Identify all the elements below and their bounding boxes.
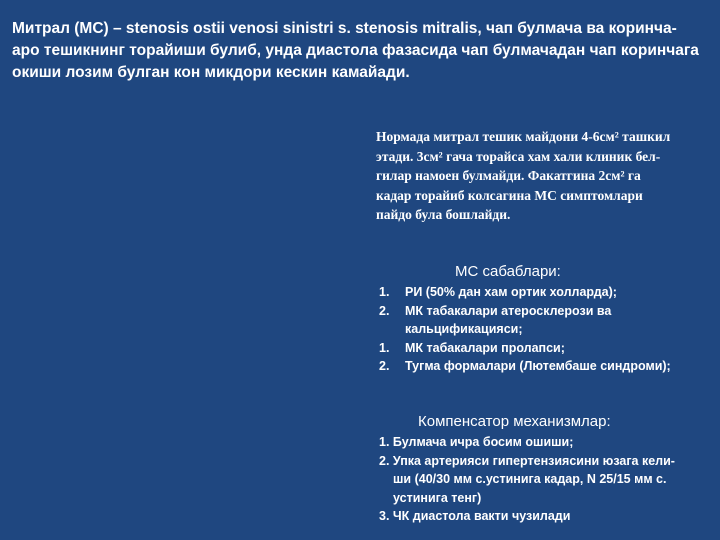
list-item: 3. ЧК диастола вакти чузилади <box>379 509 571 523</box>
norm-line: кадар торайиб колсагина МС симптомлари <box>376 187 643 203</box>
list-item: 1. Булмача ичра босим ошиши; <box>379 435 574 449</box>
item-text: РИ (50% дан хам ортик холларда); <box>405 285 617 299</box>
item-number: 2. <box>379 303 390 318</box>
intro-line: аро тешикнинг торайиши булиб, унда диастола фазасида чап булмачадан чап коринчага <box>12 42 699 59</box>
list-item <box>379 302 671 321</box>
list-item-continuation: устинига тенг) <box>393 490 482 505</box>
list-item-continuation: ши (40/30 мм с.устинига кадар, N 25/15 мм с. <box>393 472 667 486</box>
item-number: 1. <box>379 340 390 355</box>
item-text: Тугма формалари (Лютембаше синдроми); <box>405 359 671 373</box>
compensation-heading: Компенсатор механизмлар: <box>418 413 611 430</box>
norm-line: гилар намоен булмайди. Факатгина 2см² га <box>376 168 641 183</box>
intro-paragraph <box>12 18 712 84</box>
item-text: МК табакалари пролапси; <box>405 340 565 355</box>
item-text: кальцификацияси; <box>405 322 523 336</box>
list-item <box>379 357 671 376</box>
list-item-continuation <box>379 320 671 339</box>
causes-heading: МС сабаблари: <box>455 263 561 280</box>
norm-line: пайдо була бошлайди. <box>376 207 511 222</box>
list-item <box>379 339 671 358</box>
item-number: 1. <box>379 285 390 299</box>
list-item <box>379 283 671 302</box>
item-number: 2. <box>379 359 390 373</box>
norm-line: этади. 3см² гача торайса хам хали клиник бел- <box>376 148 661 164</box>
norm-paragraph <box>376 127 716 225</box>
compensation-list <box>379 433 675 526</box>
item-text: МК табакалари атеросклерози ва <box>405 303 612 318</box>
list-item: 2. Упка артерияси гипертензиясини юзага кели- <box>379 453 675 468</box>
intro-line: Митрал (МС) – stenosis ostii venosi sinistri s. stenosis mitralis, чап булмача ва коринча- <box>12 20 677 37</box>
intro-line: окиши лозим булган кон микдори кескин камайади. <box>12 64 410 81</box>
causes-list <box>379 283 671 376</box>
norm-line: Нормада митрал тешик майдони 4-6см² ташкил <box>376 129 671 144</box>
